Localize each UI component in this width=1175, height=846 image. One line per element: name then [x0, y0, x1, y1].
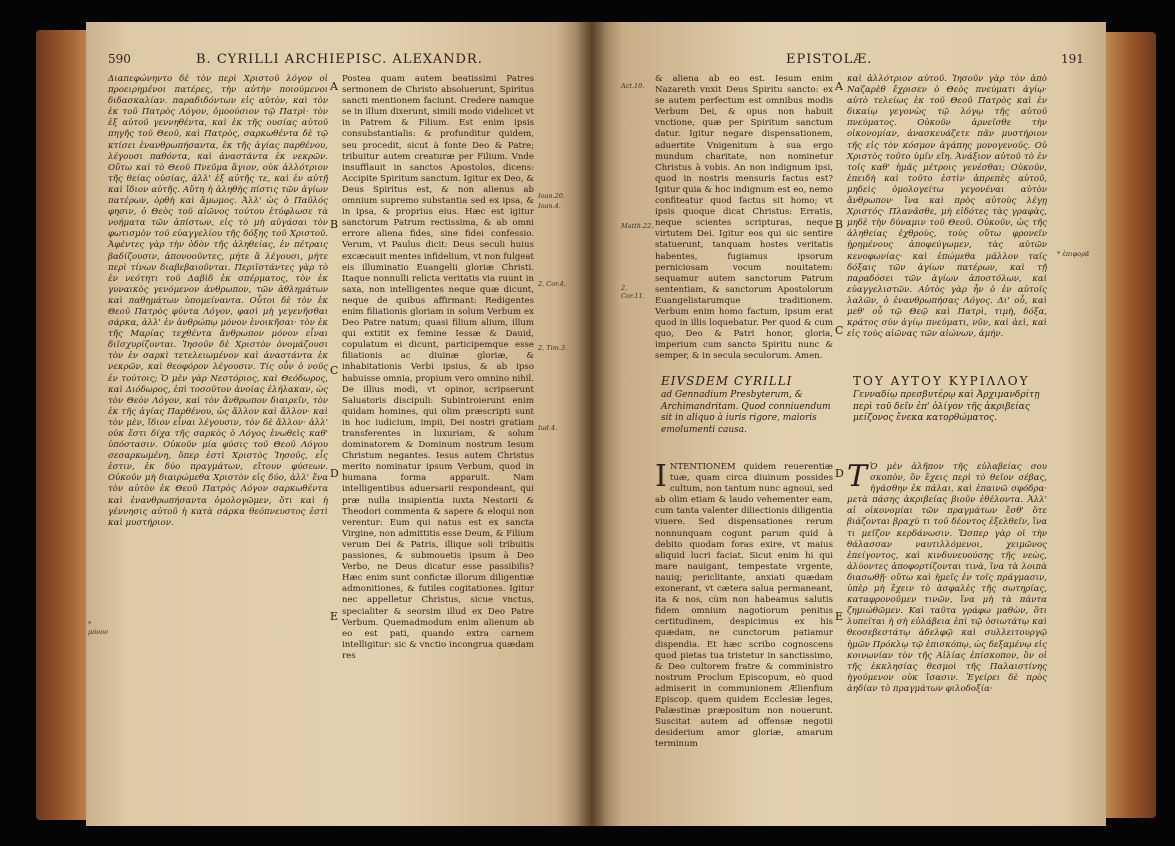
margin-note: Iud.4.	[538, 424, 558, 432]
section-letter: A	[330, 80, 338, 93]
left-page-edges	[36, 30, 90, 820]
right-latin-column: & aliena ab eo est. Iesum enim Nazareth vnxit Deus Spiritu sancto: ex se autem perfectum est omnibus modis Verbum Dei, & opus non habuit vnctione, quæ per Spiritum sanctum datur. Igitur negare dispensationem, aduertite Vnigenitum à sua ergo mundum charitate, non nominetur Christus à vobis. An non indignum ipsi, quod in nostris mensuris factus est? Igitur quia & hoc indignum est eo, nemo confiteatur quod factus sit homo; vt ipsis quoque dicat Christus: Erratis, neque scientes scripturas, neque virtutem Dei. Igitur eos qui sic sentire statuerunt, tanquam hostes veritatis habentes, fugiamus ipsorum perniciosam vocum nouitatem: sequamur autem sanctorum Patrum sententiam, & sanctorum Apostolorum Euangelistarumque traditionem. Verbum enim homo factum, ipsum erat quod in illis loquebatur. Per quod & cum quo, Deo & Patri honor, gloria, imperium cum sancto Spiritu nunc & semper, & in secula seculorum. Amen.	[655, 74, 833, 362]
margin-note: 2. Cor.4.	[538, 280, 566, 288]
margin-note: Ioan.4.	[538, 202, 561, 210]
section-letter: C	[330, 364, 339, 377]
greek-letter-body	[847, 459, 1047, 812]
left-latin-column: Postea quam autem beatissimi Patres sermonem de Christo absoluerunt, Spiritus sancti mentionem faciunt. Credere namque se in illum dixerunt, simili modo videlicet vt in Patrem & Filium. Est enim ipsis consubstantialis: & profunditur quidem, seu procedit, sicut à fonte Deo & Patre; tribuitur autem creaturæ per Filium. Vnde insufflauit in sanctos Apostolos, dicens: Accipite Spiritum sanctum. Igitur ex Deo, & Deus Spiritus est, & non alienus ab omnium supremo substantia sed ex ipsa, & in ipsa, & proprius eius. Hæc est igitur sanctorum Patrum rectissima, & ab omni errore aliena fides, sine fidei confessio. Verum, vt Paulus dicit: Deus seculi huius excæcauit mentes infidelium, vt non fulgeat eis illuminatio Euangelii gloriæ Christi. Itaque nonnulli relicta veritatis via ruunt in saxa, non intelligentes neque quæ dicunt, neque de quibus affirmant: Redigentes enim filiationis gloriam in solum Verbum ex Deo Patre natum; quasi filium alium, illum qui extitit ex femine Iessæ & Dauid, copulatum ei dicunt, participemque esse filiationis ac diuinæ gloriæ, & inhabitationis Verbi ipsius, & ab ipso habuisse omnia, propium vero omnino nihil. De illius modi, vt opinor, scripserunt Saluatoris discipuli: Subintroierunt enim quidam homines, qui olim præscripti sunt in hoc iudicium, impii, Dei nostri gratiam transferentes in luxuriam, & solum dominatorem & Dominum nostrum Iesum Christum negantes. Iesus autem Christus merito nominatur ipsum Verbum, quod in humana forma apparuit. Nam intelligentibus aduersarii respondeant, qui præ nulla insipientia iuxta Nestorii & Theodori commenta & sapere & eloqui non verentur: Eum qui natus est ex sancta Virgine, non admittitis esse Deum, & Filium verum Dei & Patris, illique soli tribuitis passiones, & submouetis ipsum à Deo Verbo, ne Deus dicatur esse passibilis? Hæc enim sunt confictæ illorum diligentiæ admonitiones, & futiles cogitationes. Igitur nec appelletur Christus, sicue vnctus, specialiter & seorsim illud ex Deo Patre Verbum. Quemadmodum enim alienum ab eo est pati, quando extra carnem intelligitur: sic & vnctio incongrua quædam res	[342, 74, 534, 661]
greek-letter-text: Ὁ μὲν ἀλῆπον τῆς εὐλαβείας σου σκοπὸν, ὃν ἔχεις περὶ τὸ θεῖον σέβας, ἠγάσθην ἐκ πάλαι, καὶ ἐπαινῶ σφόδρα· μετὰ πάσης ἀκριβείας βιοῦν ἐθέλοντα. Ἀλλ' αἱ οἰκονομίαι τῶν πραγμάτων ἔσθ' ὅτε βιάζονται βραχὺ τι τοῦ δέοντος ἐξελθεῖν, ἵνα τι μεῖζον κερδάνωσιν. Ὥσπερ γὰρ οἱ τὴν θάλασσαν ναυτιλλόμενοι, χειμῶνος ἐπείγοντος, καὶ κινδυνευούσης τῆς νεὼς, ἀλύοντες ἀποφορτίζονται τινὰ, ἵνα τὰ λοιπὰ διασωθῇ· οὕτω καὶ ἡμεῖς ἐν τοῖς πράγμασιν, ὑπὲρ μὴ ἔχειν τὸ ἀσφαλὲς τῆς σωτηρίας, καταφρονοῦμεν τινῶν, ἵνα μὴ τὰ πάντα ζημιώθῶμεν. Καὶ ταῦτα γράφω μαθὼν, ὅτι λυπεῖται ἡ σὴ εὐλάβεια ἐπὶ τῷ ὁσιωτάτῳ καὶ θεοσεβεστάτῳ ἀδελφῷ καὶ συλλειτουργῷ ἡμῶν Πρόκλῳ τῷ ἐπισκόπῳ, ὡς δεξαμένῳ εἰς κοινωνίαν τὸν τῆς Αἰλίας ἐπίσκοπον, ὃν οἱ τῆς ἐκκλησίας θεσμοὶ τῆς Παλαιστίνης ἡγούμενον οὐκ ἴσασιν. Ἐγείρει δὲ πρὸς ἀηδίαν τὸ πραγμάτων φιλοδοξία·	[847, 462, 1047, 694]
section-letter: A	[835, 80, 843, 93]
greek-letter-title: ΤΟΥ ΑΥΤΟΥ ΚΥΡΙΛΛΟΥ	[853, 374, 1030, 388]
greek-letter-intro: Γενναδίῳ πρεσβυτέρῳ καὶ Ἀρχιμανδρίτῃ περὶ τοῦ δεῖν ἐπ' ὀλίγον τῆς ἀκριβείας μείζονος ἕνεκα κατορθώματος.	[853, 390, 1040, 423]
margin-note: Act.10.	[621, 82, 645, 90]
greek-drop-cap: Τ	[847, 459, 868, 494]
margin-note: 2. Tim.3.	[538, 344, 568, 352]
margin-note: 2. Cor.11.	[621, 284, 645, 300]
latin-letter-intro: ad Gennadium Presbyterum, & Archimandritam. Quod conniuendum sit in aliquo à iuris rigore, maioris emolumenti causa.	[661, 390, 831, 435]
left-greek-column: Διαπεφώνηντο δὲ τὸν περὶ Χριστοῦ λόγον οἱ προειρημένοι πατέρες, τὴν αὐτὴν ποιούμενοι διδασκαλίαν. παραδιδόντων εἰς αὐτὸν, καὶ τὸν ἐκ τοῦ Πατρὸς Λόγον, ὁμοούσιον τῷ Πατρὶ· τὸν ἐξ αὐτοῦ γεννηθέντα, καὶ ἐκ τῆς ουσίας αὐτοῦ πηγῆς τοῦ Θεοῦ, καὶ Πατρὸς, σαρκωθέντα δὲ τῷ κτίσει ἐνανθρωπήσαντα, ἐκ τῆς ἀγίας παρθένου, λέγουσι παθόντα, καὶ ἀναστάντα ἐκ νεκρῶν. Οὕτω καὶ τὸ Θεοῦ Πνεῦμα ἅγιον, οὐκ ἀλλότριον τῆς θείας οὐσίας, ἀλλ' ἐξ αὐτῆς τε, καὶ ἐν αὐτῇ καὶ ἴδιον αὐτῆς. Αὕτη ἡ ἀληθὴς πίστις τῶν ἁγίων πατέρων, ὀρθὴ καὶ ἄμωμος. Ἀλλ' ὡς ὁ Παῦλός φησιν, ὁ Θεὸς τοῦ αἰῶνος τούτου ἐτύφλωσε τὰ νοήματα τῶν ἀπίστων, εἰς τὸ μὴ αὐγάσαι τὸν φωτισμὸν τοῦ εὐαγγελίου τῆς δόξης τοῦ Χριστοῦ. Ἀφέντες γὰρ τὴν ὁδὸν τῆς ἀληθείας, ἐν πέτραις βαδίζουσιν, ἀπονοοῦντες, μήτε ἃ λέγουσι, μήτε περὶ τίνων διαβεβαιοῦνται. Περιϊστάντες γὰρ τὸ ἐν νεότητι τοῦ Δαβὶδ ἐκ σπέρματος, τὸν ἐκ γυναικὸς γενόμενον ἀνθρωπον, τῶν ἀθλημάτων καὶ παθημάτων ὑπομείναντα. Οὗτοι δὲ τὸν ἐκ Θεοῦ Πατρὸς φύντα Λόγον, φασὶ μὴ γεγενῆσθαι σάρκα, ἀλλ' ἐν ἀνθρώπῳ μόνον ἐνοικῆσαι· τὸν ἐκ τῆς Μαρίας τεχθέντα ἄνθρωπον μόνον εἶναι διϊσχυρίζονται. Ἰησοῦν δὲ Χριστὸν ὀνομάζουσι τὸν ἐν σαρκὶ τετελειωμένον καὶ ἀναστάντα ἐκ νεκρῶν, καὶ θεοφόρον λέγουσιν. Τίς οὖν ὁ νοῦς ἐν τούτοις; Ὁ μὲν γὰρ Νεστόριος, καὶ Θεόδωρος, καὶ Διόδωρος, ἐπὶ τοσοῦτον ἀνοίας ἐλήλακαν, ὡς τὸν Θεὸν Λόγον, καὶ τὸν ἄνθρωπον διαιρεῖν, τὸν ἐκ τῆς ἁγίας Παρθένου, ὡς ἄλλον καὶ ἄλλον· καὶ τὸν μὲν, ἴδιον εἶναι λέγουσιν, τὸν δὲ ἄλλον· ἀλλ' οὐκ ἔστι δίχα τῆς σαρκὸς ὁ Λόγος ἑνωθεὶς καθ' ὑπόστασιν. Οὐκοῦν μία φύσις τοῦ Θεοῦ Λόγου σεσαρκωμένη, ὅπερ ἐστὶ Χριστὸς Ἰησοῦς, εἷς ἐστιν, ἐκ δύο πραγμάτων, εἴτουν φύσεων. Οὐκοῦν μὴ διαιρώμεθα Χριστὸν εἰς δύο, ἀλλ' ἕνα τὸν αὐτὸν ἐκ Θεοῦ Πατρὸς Λόγον σαρκωθέντα καὶ ἐνανθρωπήσαντα ὁμολογῶμεν, ὅτι καὶ ἡ γέννησις αὐτοῦ ἡ κατὰ σάρκα θεόπνευστος ἐστὶ καὶ μυστήριον.	[108, 74, 328, 528]
margin-note: * ἐπιφορᾶ	[1057, 250, 1090, 258]
right-greek-column: καὶ ἀλλότριον αὐτοῦ. Ἰησοῦν γὰρ τὸν ἀπὸ Ναζαρὲθ ἔχρισεν ὁ Θεὸς πνεύματι ἁγίῳ· αὐτὸ τελείως ἐκ τοῦ Θεοῦ Πατρὸς καὶ ἐν δικαίῳ γεγονὼς τῷ λόγῳ τῆς αὐτοῦ πνεύματος. Οὐκοῦν ἀρνεῖσθε τὴν οἰκονομίαν, ἀνασκευάζετε πᾶν μυστήριον τῆς εἰς τὸν κόσμον ἀγάπης μονογενοῦς. Οὐ Χριστὸς τοῦτο ὑμῖν εἴη. Ἀνάξιον αὐτοῦ τὸ ἐν τοῖς καθ' ἡμᾶς μέτροις γενέσθαι; Οὐκοῦν, ἐπειδὴ καὶ τοῦτο ἐστὶν ἀπρεπὲς αὐτοῦ, μηδεὶς ὁμολογείτω γεγονέναι αὐτὸν ἄνθρωπον· ἵνα καὶ πρὸς αὐτοὺς λέγῃ Χριστός· Πλανᾶσθε, μὴ εἰδότες τὰς γραφὰς, μηδὲ τὴν δύναμιν τοῦ Θεοῦ. Οὐκοῦν, ὡς τῆς ἀληθείας ἐχθροὺς, τοὺς οὕτω φρονεῖν ᾑρημένους ἀποφεύγωμεν, τὰς αὐτῶν κενοφωνίας· καὶ ἑπώμεθα μᾶλλον ταῖς δόξαις τῶν ἁγίων πατέρων, καὶ τῇ παραδόσει τῶν ἁγίων ἀποστόλων, καὶ εὐαγγελιστῶν. Αὐτὸς γὰρ ἦν ὁ ἐν αὐτοῖς λαλῶν, ὁ ἐνανθρωπήσας Λόγος. Δι' οὗ, καὶ μεθ' οὗ τῷ Θεῷ καὶ Πατρὶ, τιμὴ, δόξα, κράτος σὺν ἁγίῳ πνεύματι, νῦν, καὶ ἀεὶ, καὶ εἰς τοὺς αἰῶνας τῶν αἰώνων, ἀμήν.	[847, 74, 1047, 340]
left-running-head: B. CYRILLI ARCHIEPISC. ALEXANDR.	[196, 52, 483, 67]
latin-letter-body	[655, 459, 833, 812]
right-page-edges	[1106, 32, 1156, 818]
left-page	[86, 22, 591, 826]
margin-note: * μόνον	[88, 620, 108, 636]
section-letter: B	[330, 218, 339, 231]
open-book	[36, 22, 1156, 826]
book-gutter	[576, 22, 606, 826]
latin-letter-text: NTENTIONEM quidem reuerentiæ tuæ, quam circa diuinum possides cultum, non tantum nunc agnoui, sed ab olim etiam & laudo vehementer eam, cum tanta valenter diliectionis diligentia viuere. Sed dispensationes rerum nonnunquam cogunt parum quid à debito quodam foras exire, vt maius aliquid lucri faciat. Sicut enim hi qui mare nauigant, tempestate vrgente, nauiq; periclitante, anxiati quædam exonerant, vt cætera salua permaneant, ita & nos, cùm non habeamus salutis fidem omnium nagotiorum penitus certitudinem, despicimus ex his quædam, ne cunctorum patiamur dispendia. Et hæc scribo cognoscens quod pietas tua tristetur in sanctissimo, & Deo cultorem fratre & comministro nostrum Proclum Episcopum, eò quod admiserit in communionem Ælienfium Episcop. quem quidem Ecclesiæ leges, Palæstinæ præpositum non nouerunt. Suscitat autem ad offensæ negotii desiderium amor gloriæ, amarum terminum	[655, 462, 833, 750]
left-page-number: 590	[108, 52, 131, 66]
section-letter: D	[835, 467, 844, 480]
right-page-number: 191	[1061, 52, 1084, 66]
right-page	[591, 22, 1106, 826]
section-letter: D	[330, 467, 339, 480]
section-letter: E	[330, 610, 339, 623]
right-running-head: EPISTOLÆ.	[786, 52, 873, 67]
latin-drop-cap: I	[655, 459, 667, 494]
margin-note: Matth.22.	[621, 222, 654, 230]
section-letter: E	[835, 610, 844, 623]
section-letter: B	[835, 218, 844, 231]
latin-letter-title: EIVSDEM CYRILLI	[661, 374, 793, 388]
margin-note: Ioan.20.	[538, 192, 565, 200]
section-letter: C	[835, 324, 844, 337]
